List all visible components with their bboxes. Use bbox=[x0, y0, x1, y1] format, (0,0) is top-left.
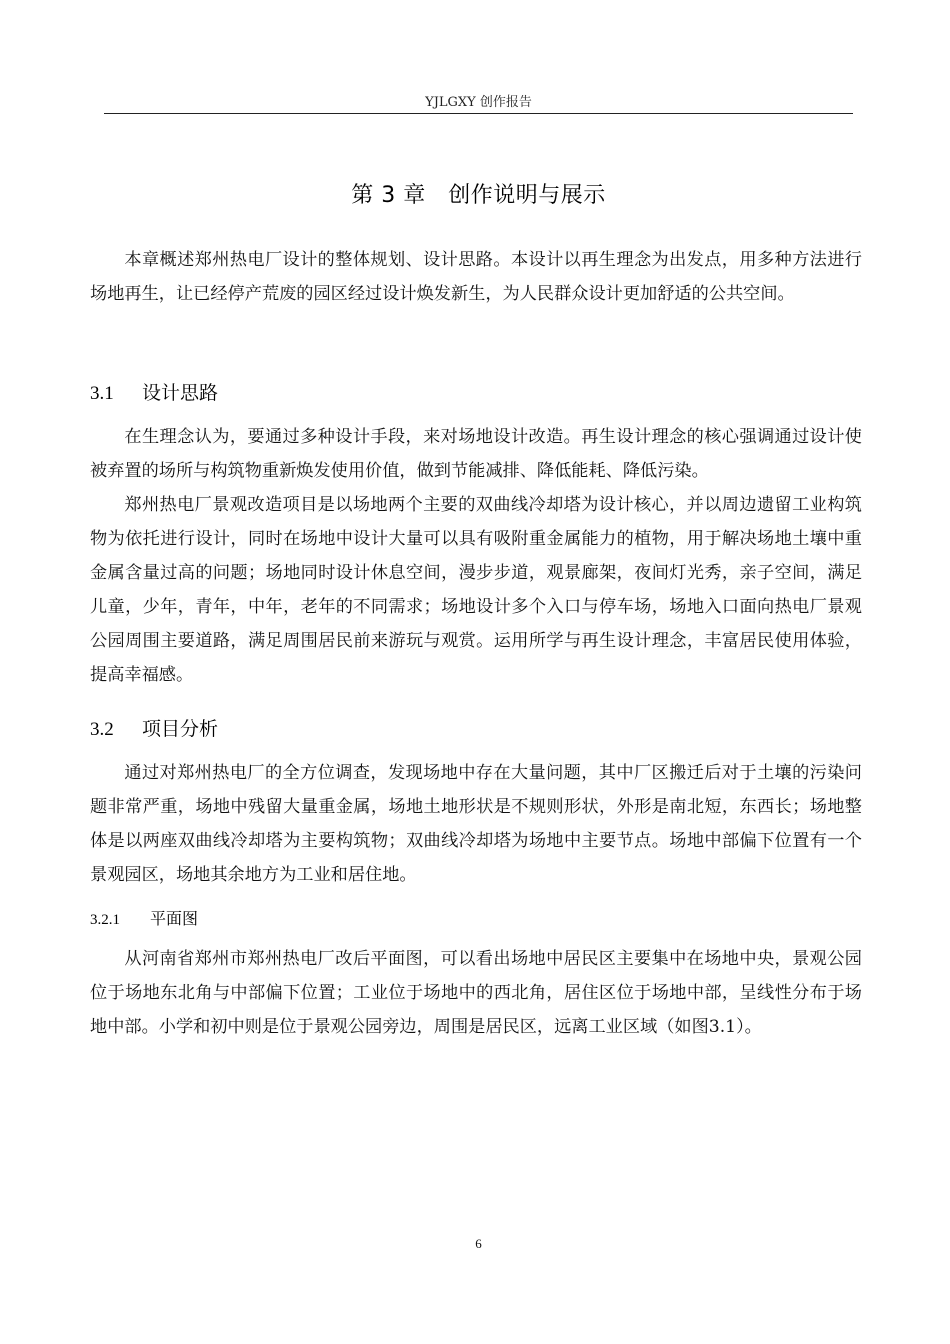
section-number: 3.2.1 bbox=[90, 912, 120, 928]
section-number: 3.1 bbox=[90, 383, 114, 404]
paragraph-text: 在生理念认为，要通过多种设计手段，来对场地设计改造。再生设计理念的核心强调通过设计使被弃置的场所与构筑物重新焕发使用价值，做到节能减排、降低能耗、降低污染。 bbox=[90, 427, 862, 481]
section-title: 平面图 bbox=[150, 909, 199, 928]
section-heading-3-2 bbox=[90, 714, 218, 741]
intro-paragraph bbox=[90, 243, 862, 311]
section-3-2-body bbox=[90, 756, 862, 892]
paragraph-text: 郑州热电厂景观改造项目是以场地两个主要的双曲线冷却塔为设计核心，并以周边遗留工业构筑物为依托进行设计，同时在场地中设计大量可以具有吸附重金属能力的植物，用于解决场地土壤中重金属含量过高的问题；场地同时设计休息空间，漫步步道，观景廊架，夜间灯光秀，亲子空间，满足儿童，少年，青年，中年，老年的不同需求；场地设计多个入口与停车场，场地入口面向热电厂景观公园周围主要道路，满足周围居民前来游玩与观赏。运用所学与再生设计理念，丰富居民使用体验，提高幸福感。 bbox=[90, 495, 862, 685]
paragraph-text: 本章概述郑州热电厂设计的整体规划、设计思路。本设计以再生理念为出发点，用多种方法进行场地再生，让已经停产荒废的园区经过设计焕发新生，为人民群众设计更加舒适的公共空间。 bbox=[90, 250, 862, 304]
chapter-title: 第 3 章 创作说明与展示 bbox=[351, 183, 606, 208]
running-header: YJLGXY 创作报告 bbox=[425, 95, 532, 110]
section-heading-3-1 bbox=[90, 378, 218, 405]
paragraph-text: 从河南省郑州市郑州热电厂改后平面图，可以看出场地中居民区主要集中在场地中央，景观公园位于场地东北角与中部偏下位置；工业位于场地中的西北角，居住区位于场地中部，呈线性分布于场地中部。小学和初中则是位于景观公园旁边，周围是居民区，远离工业区域（如图3.1）。 bbox=[90, 949, 862, 1037]
paragraph-text: 通过对郑州热电厂的全方位调查，发现场地中存在大量问题，其中厂区搬迁后对于土壤的污染问题非常严重，场地中残留大量重金属，场地土地形状是不规则形状，外形是南北短，东西长；场地整体是以两座双曲线冷却塔为主要构筑物；双曲线冷却塔为场地中主要节点。场地中部偏下位置有一个景观园区，场地其余地方为工业和居住地。 bbox=[90, 763, 862, 885]
section-heading-3-2-1 bbox=[90, 906, 198, 929]
header-rule bbox=[104, 113, 853, 114]
section-title: 设计思路 bbox=[142, 382, 219, 404]
page-number: 6 bbox=[475, 1236, 482, 1251]
section-3-2-1-body bbox=[90, 942, 862, 1044]
section-number: 3.2 bbox=[90, 719, 114, 740]
section-title: 项目分析 bbox=[142, 718, 219, 740]
section-3-1-body bbox=[90, 420, 862, 692]
